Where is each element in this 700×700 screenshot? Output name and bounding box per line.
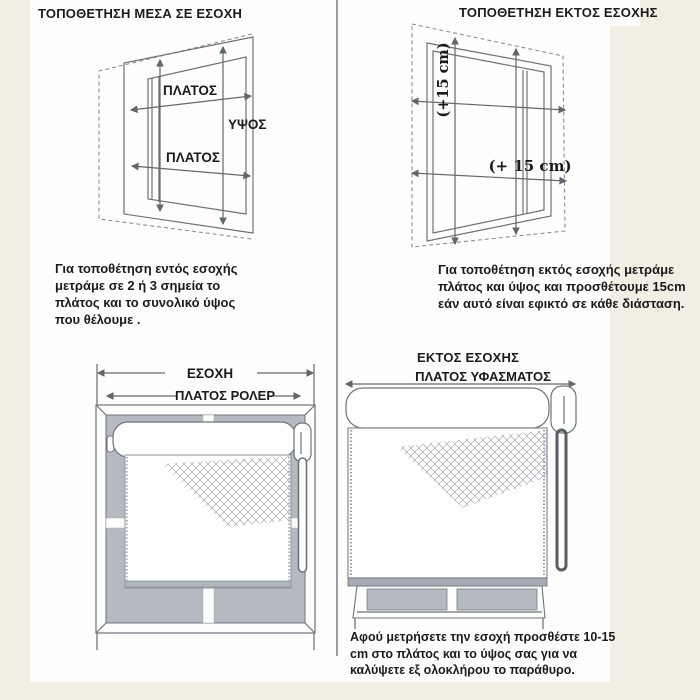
height-label: ΥΨΟΣ	[228, 117, 267, 132]
roller-control-cap	[294, 423, 311, 462]
title-outside-recess-bottom: ΕΚΤΟΣ ΕΣΟΧΗΣ	[417, 350, 520, 365]
recess-outer-frame	[124, 37, 253, 233]
wall-opening-dashed-outline	[99, 34, 252, 239]
window-bottom	[353, 586, 545, 629]
outside-recess-caption: Για τοποθέτηση εκτός εσοχής μετράμε πλάτος και ύψος και προσθέτουμε 15cm εάν αυτό είναι εφικτό σε κάθε διάσταση.	[438, 262, 686, 311]
chain-loop	[557, 430, 566, 570]
title-inside-recess: ΤΟΠΟΘΕΤΗΣΗ ΜΕΣΑ ΣΕ ΕΣΟΧΗ	[38, 6, 243, 21]
width-arrow-top	[131, 96, 251, 110]
width-arrow-bottom	[132, 166, 250, 176]
fabric-bottom-bar	[348, 578, 547, 586]
roller-outside-recess-diagram	[343, 369, 583, 632]
chain-loop	[299, 458, 307, 572]
height-plus-label: (+15 cm)	[435, 42, 452, 118]
fabric-panel	[125, 455, 291, 588]
recess-label: ΕΣΟΧΗ	[186, 366, 234, 381]
window-opening	[148, 57, 246, 214]
column-divider	[336, 0, 338, 656]
inside-recess-window-diagram	[88, 28, 288, 250]
width-bottom-label: ΠΛΑΤΟΣ	[166, 150, 220, 165]
fabric-width-label: ΠΛΑΤΟΣ ΥΦΑΣΜΑΤΟΣ	[415, 369, 551, 384]
roller-control-cap	[551, 386, 576, 433]
roller-tube	[113, 422, 296, 457]
title-outside-recess: ΤΟΠΟΘΕΤΗΣΗ ΕΚΤΟΣ ΕΣΟΧΗΣ	[459, 5, 658, 20]
window-sash-lines	[152, 76, 159, 202]
fabric-panel	[348, 428, 547, 586]
roller-tube	[346, 388, 549, 428]
roller-width-label: ΠΛΑΤΟΣ ΡΟΛΕΡ	[174, 388, 276, 403]
fabric-bottom-bar	[125, 581, 291, 587]
inside-recess-caption: Για τοποθέτηση εντός εσοχής μετράμε σε 2 ή 3 σημεία το πλάτος και το συνολικό ύψος που θέλουμε .	[55, 261, 238, 327]
window-jamb-lines	[523, 70, 527, 214]
roller-inside-recess-diagram	[88, 352, 333, 664]
width-top-label: ΠΛΑΤΟΣ	[163, 83, 217, 98]
bottom-caption: Αφού μετρήσετε την εσοχή προσθέστε 10-15 cm στο πλάτος και το ύψος σας για να καλύψετε εξ ολοκλήρου το παράθυρο.	[350, 630, 616, 677]
outside-recess-window-diagram	[402, 18, 582, 253]
width-plus-label: (+ 15 cm)	[488, 157, 572, 175]
